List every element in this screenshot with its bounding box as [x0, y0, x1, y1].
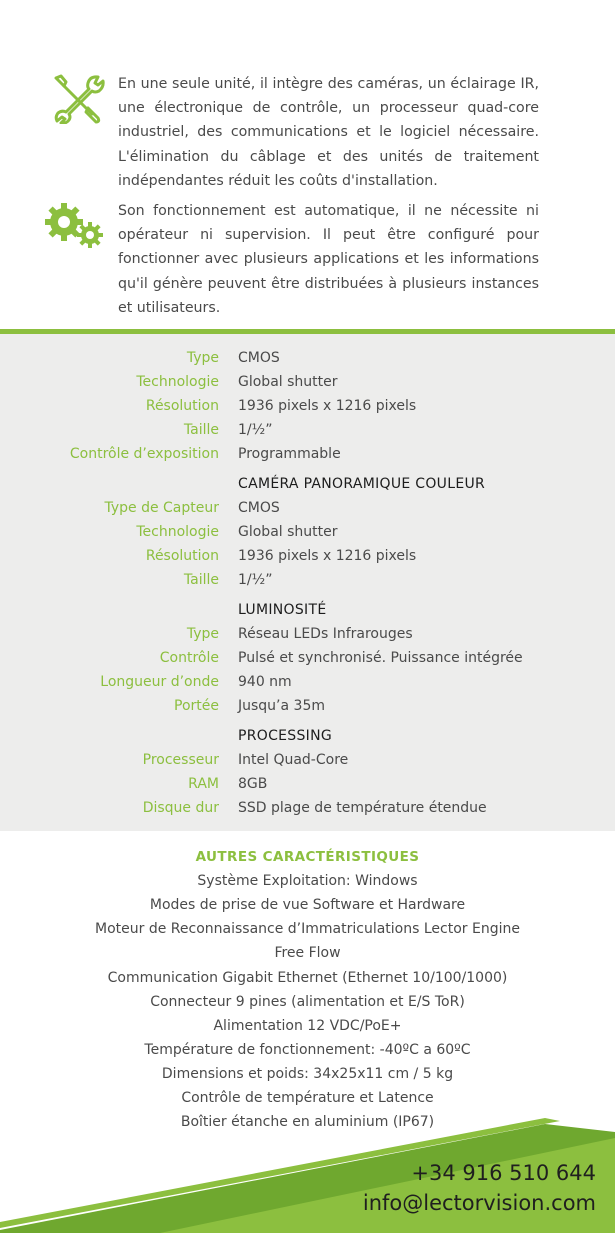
feature-item: Température de fonctionnement: -40ºC a 60ºC: [144, 1042, 471, 1058]
other-features-title: AUTRES CARACTÉRISTIQUES: [195, 849, 420, 865]
spec-value: Réseau LEDs Infrarouges: [238, 626, 413, 642]
spec-row-type: [0, 622, 615, 646]
section-title-processing: PROCESSING: [238, 728, 333, 744]
feature-item: Système Exploitation: Windows: [197, 873, 418, 889]
spec-value: Global shutter: [238, 524, 338, 540]
spec-value: 1/½”: [238, 422, 273, 438]
spec-row-ram: [0, 772, 615, 796]
spec-value: 1936 pixels x 1216 pixels: [238, 548, 417, 564]
spec-label: Contrôle d’exposition: [69, 446, 219, 462]
feature-item: Boîtier étanche en aluminium (IP67): [180, 1114, 435, 1130]
spec-row-resolution: [0, 544, 615, 568]
intro-paragraph-1: En une seule unité, il intègre des caméras, un éclairage IR, une électronique de contrôle, un processeur quad-core industriel, des communications et le logiciel nécessaire. L'élimination du câblage et des unités de traitement indépendantes réduit les coûts d'installation.: [118, 76, 539, 189]
feature-item: Connecteur 9 pines (alimentation et E/S ToR): [150, 994, 465, 1010]
spec-label: Taille: [183, 572, 219, 588]
spec-value: Jusqu’a 35m: [238, 698, 325, 714]
spec-row-size: [0, 568, 615, 592]
spec-label: Portée: [174, 698, 219, 714]
spec-label: Type de Capteur: [104, 500, 219, 516]
spec-row-type: [0, 346, 615, 370]
spec-label: Taille: [183, 422, 219, 438]
spec-row-disk: [0, 796, 615, 820]
spec-row-range: [0, 694, 615, 718]
spec-row-technology: [0, 370, 615, 394]
spec-label: Résolution: [145, 548, 219, 564]
spec-row-control: [0, 646, 615, 670]
spec-row-wavelength: [0, 670, 615, 694]
contact-phone[interactable]: +34 916 510 644: [411, 1161, 596, 1185]
spec-label: Type: [186, 350, 219, 366]
spec-row-size: [0, 418, 615, 442]
spec-value: CMOS: [238, 500, 280, 516]
feature-item: Communication Gigabit Ethernet (Ethernet 10/100/1000): [107, 970, 508, 986]
spec-value: 1936 pixels x 1216 pixels: [238, 398, 417, 414]
spec-label: Processeur: [142, 752, 219, 768]
spec-row-processor: [0, 748, 615, 772]
specs-panel: [0, 334, 615, 831]
gears-icon: [44, 202, 106, 250]
spec-value: CMOS: [238, 350, 280, 366]
spec-row-sensor-type: [0, 496, 615, 520]
tools-icon: [52, 74, 106, 124]
spec-value: Programmable: [238, 446, 341, 462]
spec-value: 940 nm: [238, 674, 292, 690]
intro-section: [0, 0, 615, 330]
feature-item: Dimensions et poids: 34x25x11 cm / 5 kg: [161, 1066, 454, 1082]
spec-label: Type: [186, 626, 219, 642]
section-title-luminosite: LUMINOSITÉ: [238, 602, 327, 618]
spec-label: RAM: [188, 776, 219, 792]
spec-value: 8GB: [238, 776, 268, 792]
spec-value: Intel Quad-Core: [238, 752, 349, 768]
spec-label: Technologie: [136, 374, 219, 390]
spec-row-exposure: [0, 442, 615, 466]
section-title-panoramic: CAMÉRA PANORAMIQUE COULEUR: [238, 476, 486, 492]
spec-value: 1/½”: [238, 572, 273, 588]
feature-item: Alimentation 12 VDC/PoE+: [213, 1018, 402, 1034]
contact-email[interactable]: info@lectorvision.com: [362, 1191, 596, 1215]
spec-row-resolution: [0, 394, 615, 418]
spec-value: Pulsé et synchronisé. Puissance intégrée: [238, 650, 523, 666]
spec-label: Technologie: [136, 524, 219, 540]
feature-item: Moteur de Reconnaissance d’Immatriculations Lector Engine: [95, 921, 520, 937]
feature-item: Modes de prise de vue Software et Hardware: [149, 897, 466, 913]
feature-item: Contrôle de température et Latence: [181, 1090, 434, 1106]
spec-value: Global shutter: [238, 374, 338, 390]
spec-label: Contrôle: [159, 650, 219, 666]
spec-label: Longueur d’onde: [100, 674, 219, 690]
feature-item: Free Flow: [274, 945, 341, 961]
spec-label: Disque dur: [142, 800, 219, 816]
spec-label: Résolution: [145, 398, 219, 414]
intro-paragraph-2: Son fonctionnement est automatique, il ne nécessite ni opérateur ni supervision. Il peut être configuré pour fonctionner avec plusieurs applications et les informations qu'il génère peuvent être distribuées à plusieurs instances et utilisateurs.: [118, 203, 539, 316]
spec-row-technology: [0, 520, 615, 544]
spec-value: SSD plage de température étendue: [238, 800, 487, 816]
